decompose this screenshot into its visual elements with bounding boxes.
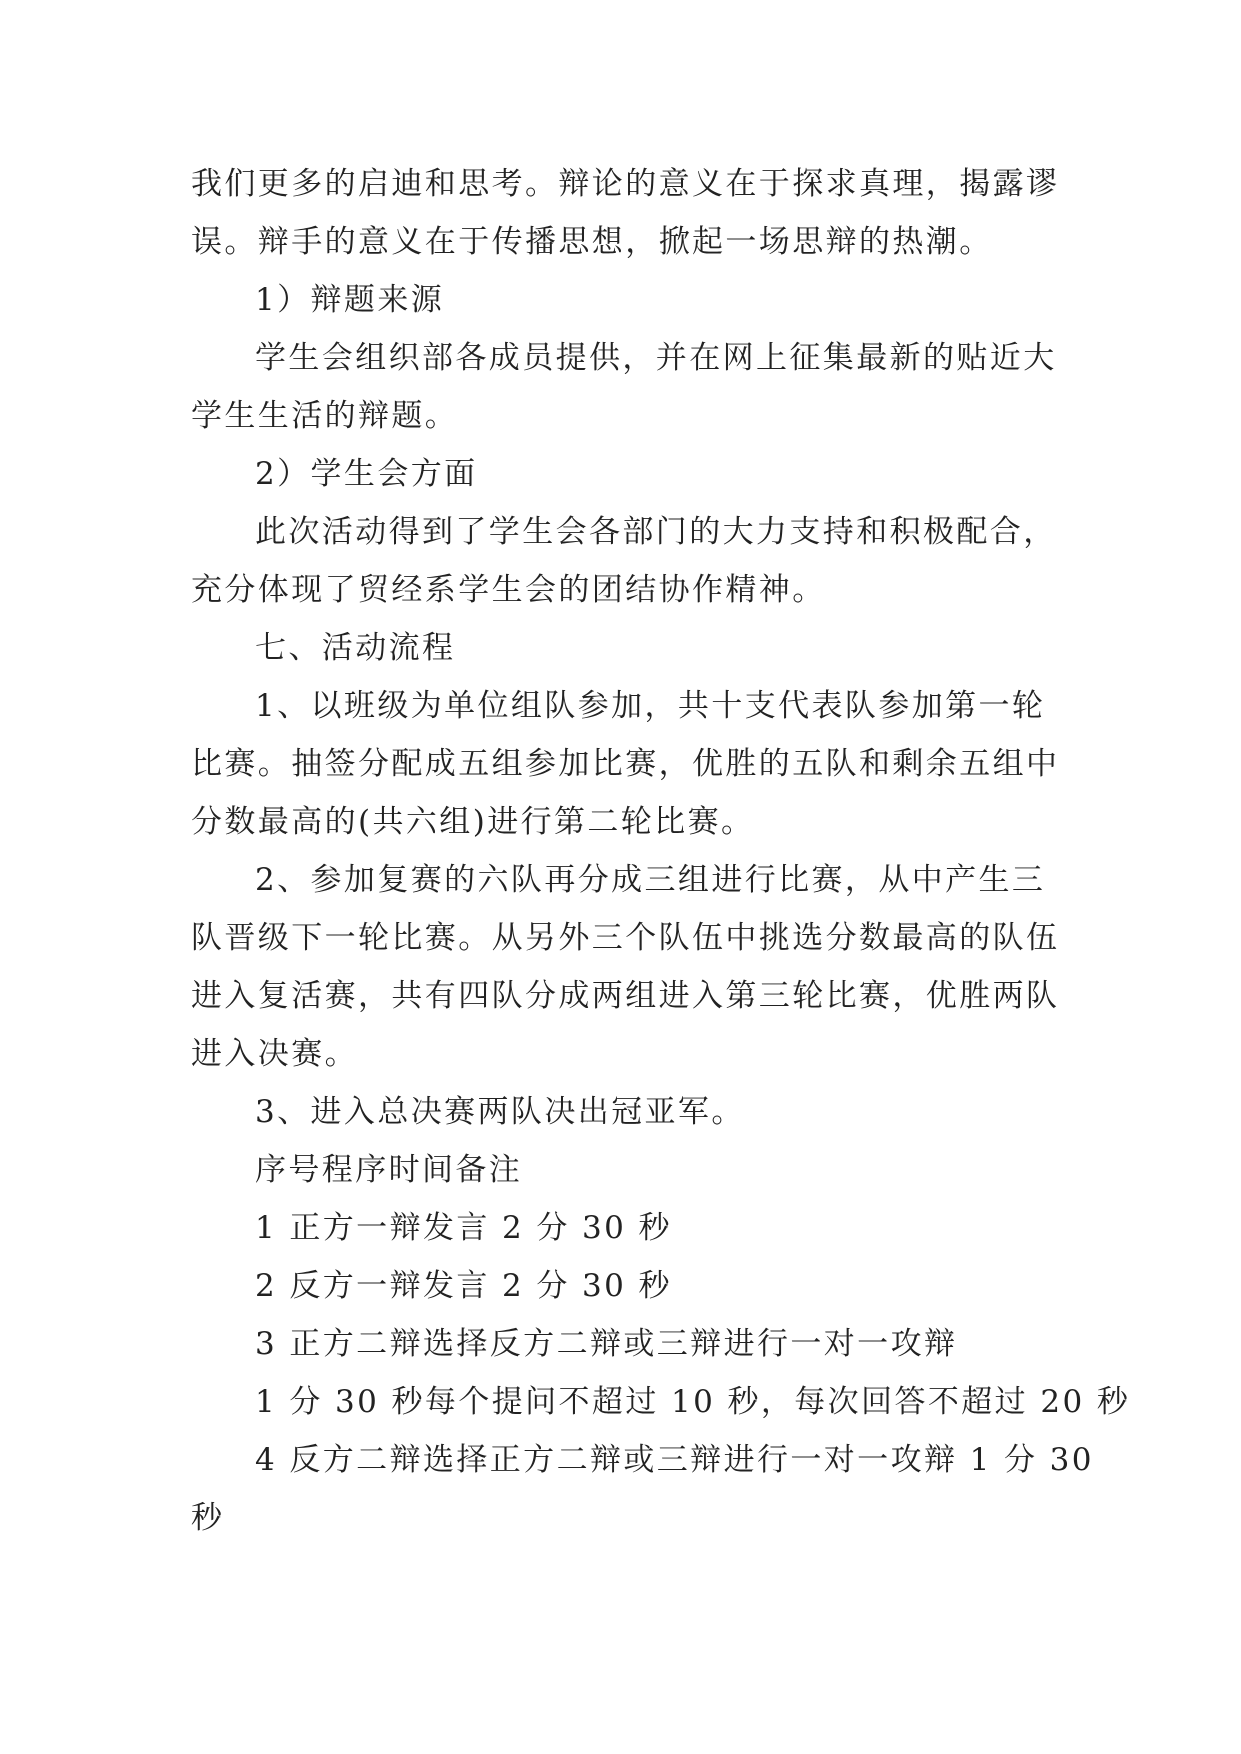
text-line: 进入决赛。 (191, 1036, 358, 1072)
schedule-row: 1 分 30 秒每个提问不超过 10 秒，每次回答不超过 20 秒 (255, 1384, 1131, 1420)
schedule-header: 序号程序时间备注 (255, 1152, 523, 1188)
schedule-row: 3 正方二辩选择反方二辩或三辩进行一对一攻辩 (255, 1326, 958, 1362)
text-line: 队晋级下一轮比赛。从另外三个队伍中挑选分数最高的队伍 (191, 920, 1060, 956)
schedule-row: 2 反方一辩发言 2 分 30 秒 (255, 1268, 672, 1304)
text-line: 分数最高的(共六组)进行第二轮比赛。 (191, 804, 755, 840)
text-line: 2、参加复赛的六队再分成三组进行比赛，从中产生三 (255, 862, 1046, 898)
schedule-row: 秒 (191, 1500, 225, 1536)
schedule-row: 1 正方一辩发言 2 分 30 秒 (255, 1210, 672, 1246)
section-heading: 七、活动流程 (255, 630, 456, 666)
text-line: 此次活动得到了学生会各部门的大力支持和积极配合， (255, 514, 1057, 550)
text-line: 学生会组织部各成员提供，并在网上征集最新的贴近大 (255, 340, 1057, 376)
text-line: 3、进入总决赛两队决出冠亚军。 (255, 1094, 745, 1130)
text-line: 学生生活的辩题。 (191, 398, 459, 434)
text-line: 误。辩手的意义在于传播思想，掀起一场思辩的热潮。 (191, 224, 993, 260)
text-line: 比赛。抽签分配成五组参加比赛，优胜的五队和剩余五组中 (191, 746, 1060, 782)
text-line: 进入复活赛，共有四队分成两组进入第三轮比赛，优胜两队 (191, 978, 1060, 1014)
section-heading: 2）学生会方面 (255, 456, 478, 492)
document-body (191, 155, 1131, 1547)
section-heading: 1）辩题来源 (255, 282, 445, 318)
schedule-row: 4 反方二辩选择正方二辩或三辩进行一对一攻辩 1 分 30 (255, 1442, 1094, 1478)
text-line: 充分体现了贸经系学生会的团结协作精神。 (191, 572, 826, 608)
text-line: 1、以班级为单位组队参加，共十支代表队参加第一轮 (255, 688, 1046, 724)
text-line: 我们更多的启迪和思考。辩论的意义在于探求真理，揭露谬 (191, 166, 1060, 202)
